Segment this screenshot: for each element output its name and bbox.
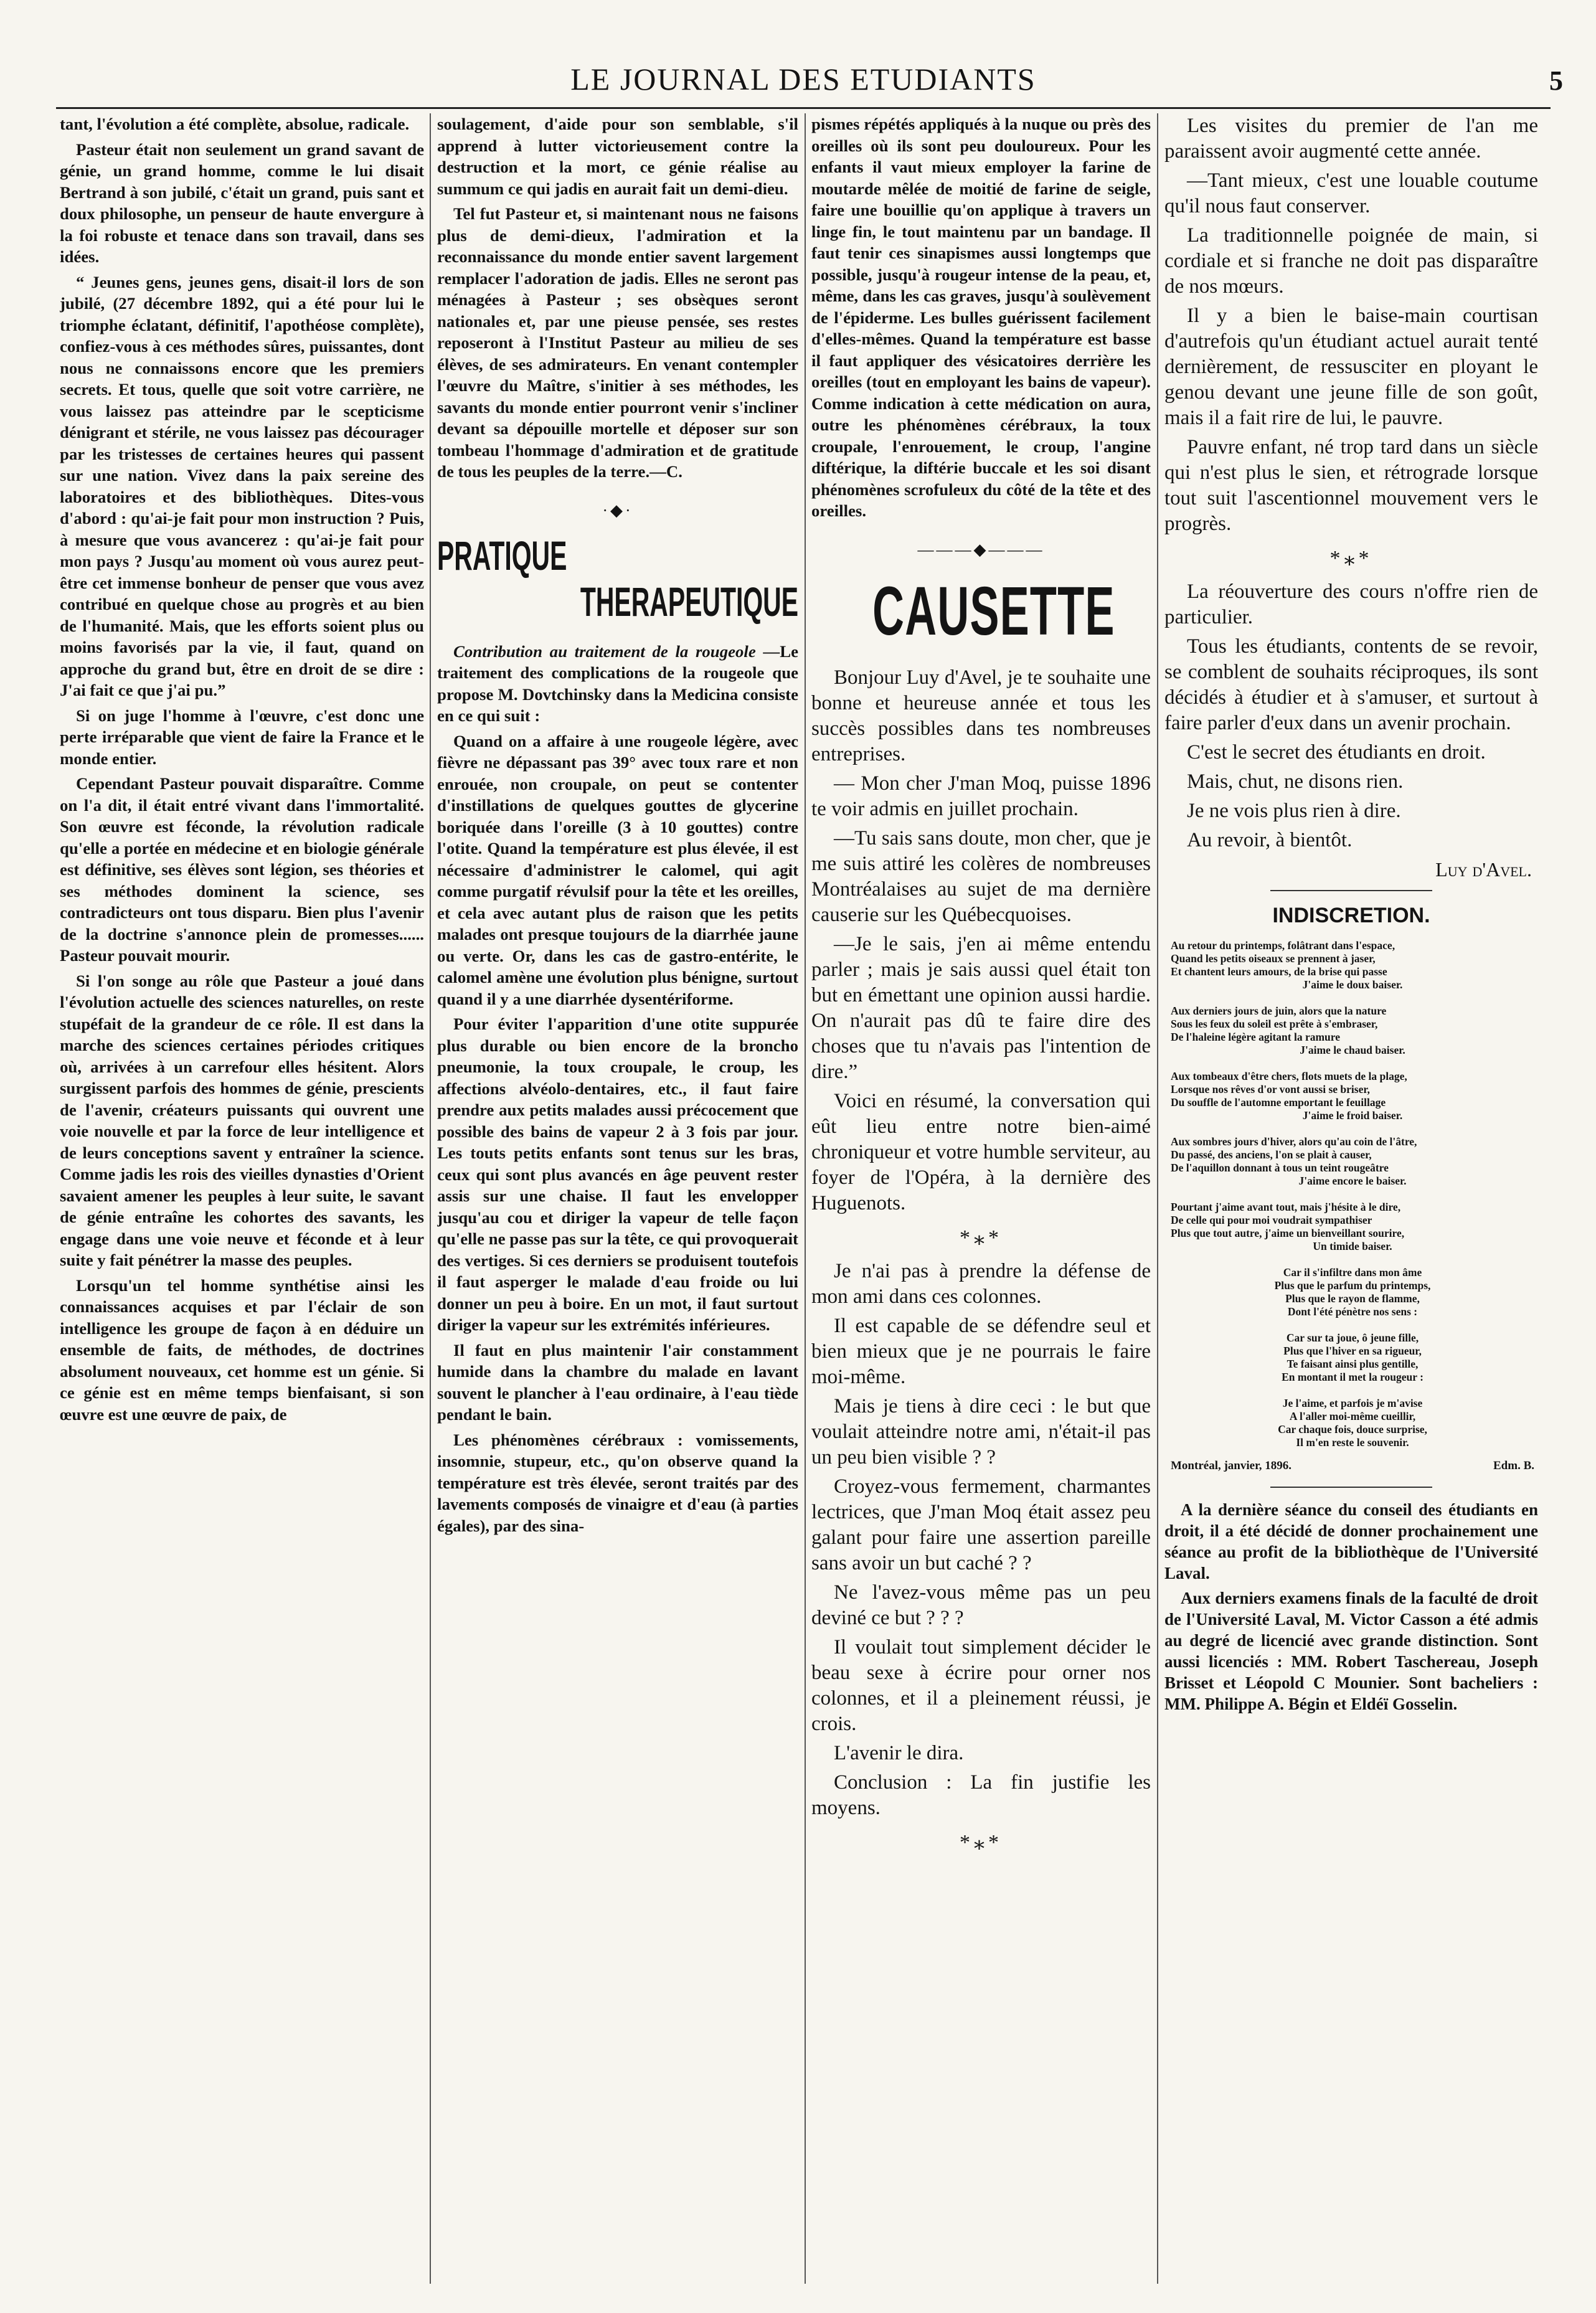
article-lead-text: —Le traitement des complications de la rougeole que propose M. Dovtchinsky dans la Medicina consiste en ce qui suit : (437, 641, 798, 725)
poem-line: Pourtant j'aime avant tout, mais j'hésite à le dire, (1171, 1201, 1401, 1213)
pasteur-article-ending (437, 113, 798, 483)
column-1 (60, 113, 424, 2287)
paragraph: Si l'on songe au rôle que Pasteur a joué dans l'évolution actuelle des sciences naturelles, on reste stupéfait de la grandeur de ce rôle. Il est dans la marche des sciences certaines périodes critiques où, arrivées à un carrefour elles hésitent. Alors surgissent parfois des hommes de génie, prescients de l'avenir, créateurs puissants qui ouvrent une voie nouvelle et par la force de leur intelligence et de leurs conceptions savent y entraîner la science. Comme jadis les rois des vieilles dynasties d'Orient savaient amener les peuples à leur suite, le savant de génie entraîne les cohortes des savants, les engage dans une voie neuve et féconde et à leur suite y fait pénétrer la masse des peuples. (60, 971, 424, 1269)
page-header (56, 61, 1563, 105)
column-3 (811, 113, 1151, 2287)
paragraph: pismes répétés appliqués à la nuque ou près des oreilles où ils sont peu douloureux. Pour les enfants il vaut mieux employer la farine de moutarde mêlée de moitié de farine de seigle, faire une bouillie qu'on applique à travers un linge fin, le tout maintenu par un bandage. Il faut tenir ces sinapismes aussi longtemps que possible, jusqu'à rougeur intense de la peau, et, même, dans les cas graves, jusqu'à soulèvement de l'épiderme. Les bulles guérissent facilement d'elles-mêmes. Quand la température est basse il faut appliquer des vésicatoires derrière les oreilles (tout en employant les bains de vapeur). Comme indication à cette médication on aura, outre les phénomènes cérébraux, la toux croupale, l'enrouement, le croup, l'angine diftérique, la diftérie buccale et les soi disant phénomènes scrofuleux du côté de la tête et des oreilles. (811, 115, 1151, 520)
paragraph: Il y a bien le baise-main courtisan d'autrefois qu'un étudiant actuel aurait tenté dernièrement, de ressusciter en ployant le genou devant une jeune fille de son goût, mais il a fait rire de lui, le pauvre. (1164, 305, 1538, 429)
paragraph: Je n'ai pas à prendre la défense de mon ami dans ces colonnes. (811, 1259, 1151, 1308)
poem-line: Aux tombeaux d'être chers, flots muets de la plage, (1171, 1070, 1407, 1082)
column-divider (430, 113, 431, 2284)
paragraph: Les visites du premier de l'an me paraissent avoir augmenté cette année. (1164, 115, 1538, 163)
poem-line: Du passé, des anciens, l'on se plait à causer, (1171, 1148, 1372, 1161)
poem-line: Au retour du printemps, folâtrant dans l'espace, (1171, 939, 1395, 952)
notices (1164, 1499, 1538, 1715)
pasteur-article-continued (60, 113, 424, 1425)
paragraph: Cependant Pasteur pouvait disparaître. Comme on l'a dit, il était entré vivant dans l'immortalité. Son œuvre est féconde, la révolution radicale qu'elle a portée en médecine et en biologie générale est définitive, ses élèves sont légion, ses théories et ses méthodes dominent la science, ses contradicteurs ont tous disparu. Bien plus l'avenir de la doctrine s'annonce plein de promesses...... Pasteur pouvait mourir. (60, 774, 424, 965)
poem-line: Te faisant ainsi plus gentille, (1287, 1358, 1419, 1370)
paragraph: L'avenir le dira. (834, 1741, 964, 1764)
section-ornament: ·◆· (602, 501, 633, 519)
poem-line (1171, 1188, 1534, 1201)
poem-line (1171, 1384, 1534, 1397)
poem-line: De l'aquillon donnant à tous un teint rougeâtre (1171, 1161, 1389, 1174)
paragraph: Pasteur était non seulement un grand savant de génie, un grand homme, comme le lui disait Bertrand à son jubilé, c'était un grand, puis sant et doux philosophe, un penseur de haute envergure à la foi robuste et tenace dans son travail, dans ses idées. (60, 140, 424, 266)
column-divider (805, 113, 806, 2284)
poem-line: Plus que l'hiver en sa rigueur, (1283, 1345, 1422, 1357)
paragraph: La traditionnelle poignée de main, si cordiale et si franche ne doit pas disparaître de nos mœurs. (1164, 224, 1538, 298)
poem-line: Car chaque fois, douce surprise, (1278, 1423, 1427, 1436)
poem-line (1171, 1253, 1534, 1266)
paragraph: Aux derniers examens finals de la faculté de droit de l'Université Laval, M. Victor Casson a été admis au degré de licencié avec grande distinction. Sont aussi licenciés : MM. Robert Taschereau, Joseph Brisset et Léopold C Mounier. Sont bacheliers : MM. Philippe A. Bégin et Eldéï Gosselin. (1164, 1589, 1538, 1713)
paragraph: Il est capable de se défendre seul et bien mieux que je ne pourrais le faire moi-même. (811, 1314, 1151, 1388)
poem-line (1171, 991, 1534, 1005)
column-4 (1164, 113, 1538, 2287)
paragraph: Lorsqu'un tel homme synthétise ainsi les connaissances acquises et par l'éclair de son intelligence les groupe de façon à en déduire un ensemble de faits, de méthodes, de doctrines absolument nouveaux, cet homme est un génie. Si ce génie est en même temps bienfaisant, si son œuvre est une œuvre de paix, de (60, 1275, 424, 1424)
header-rule (56, 107, 1551, 109)
poem-line (1171, 1057, 1534, 1070)
paragraph: Je ne vois plus rien à dire. (1187, 800, 1401, 822)
poem-footer (1171, 1459, 1534, 1473)
section-rule (1270, 890, 1432, 891)
section-stars: *⁎* (1329, 547, 1373, 570)
paragraph: A la dernière séance du conseil des étudiants en droit, il a été décidé de donner prochainement une séance au profit de la bibliothèque de l'Université Laval. (1164, 1500, 1538, 1582)
poem-line: Un timide baiser. (1313, 1240, 1392, 1252)
author-signature: Luy d'Avel. (1435, 858, 1532, 881)
paragraph: Mais je tiens à dire ceci : le but que voulait atteindre notre ami, n'était-il pas un peu bien visible ? ? (811, 1394, 1151, 1469)
paragraph: —Tant mieux, c'est une louable coutume qu'il nous faut conserver. (1164, 169, 1538, 217)
paragraph: C'est le secret des étudiants en droit. (1187, 741, 1486, 764)
poem-line: Aux sombres jours d'hiver, alors qu'au coin de l'âtre, (1171, 1135, 1417, 1148)
section-rule (1270, 1487, 1432, 1488)
poem-line: Dont l'été pénètre nos sens : (1287, 1305, 1418, 1318)
poem-line: Lorsque nos rêves d'or vont aussi se briser, (1171, 1083, 1370, 1095)
column-2 (437, 113, 798, 2287)
paragraph: Il voulait tout simplement décider le beau sexe à écrire pour orner nos colonnes, et il a pleinement réussi, je crois. (811, 1635, 1151, 1735)
poem-line: J'aime encore le baiser. (1298, 1175, 1407, 1187)
poem-line: De celle qui pour moi voudrait sympathiser (1171, 1214, 1372, 1226)
poem-line: Aux derniers jours de juin, alors que la nature (1171, 1005, 1387, 1017)
causette-title: CAUSETTE (872, 572, 1115, 650)
paragraph: Ne l'avez-vous même pas un peu deviné ce but ? ? ? (811, 1581, 1151, 1629)
paragraph: “ Jeunes gens, jeunes gens, disait-il lors de son jubilé, (27 décembre 1892, qui a été pour lui le triomphe éclatant, définitif, l'apothéose complète), confiez-vous à ces méthodes sûres, puissantes, dont nous ne connaissons encore que les premiers secrets. Et tous, quelle que soit votre carrière, ne vous laissez pas atteindre par le scepticisme dénigrant et stérile, ne vous laissez pas décourager par les tristesses de certaines heures qui passent sur une nation. Vivez dans la paix sereine des laboratoires et des bibliothèques. Dites-vous d'abord : qu'ai-je fait pour mon instruction ? Puis, à mesure que vous avancerez : qu'ai-je fait pour mon pays ? Jusqu'au moment où vous aurez peut-être cet immense bonheur de penser que vous avez contribué en quelque chose au progrès et au bien de l'humanité. Mais, que les efforts soient plus ou moins favorisés par la vie, il faut, quand on approche du grand but, être en droit de se dire : J'ai fait ce que j'ai pu.” (60, 272, 424, 699)
poem-line: Plus que tout autre, j'aime un bienveillant sourire, (1171, 1227, 1405, 1239)
paragraph: —Je le sais, j'en ai même entendu parler ; mais je sais aussi quel était ton but en émettant une opinion aussi hardie. On n'aurait pas dû te faire dire des choses que tu n'avais pas l'intention de dire.” (811, 932, 1151, 1083)
poem-line: Il m'en reste le souvenir. (1296, 1436, 1409, 1449)
paragraph: Tel fut Pasteur et, si maintenant nous ne faisons plus de demi-dieux, l'admiration et la reconnaissance du monde entier savent largement remplacer l'adoration de jadis. Elles ne seront pas ménagées à Pasteur ; ses obsèques seront nationales et, par une pieuse pensée, ses restes reposeront à l'Institut Pasteur au milieu de ses élèves, de ses admirateurs. En venant contempler l'œuvre du Maître, s'initier à ses méthodes, les savants du monde entier pourront venir s'incliner devant sa dépouille mortelle et déposer sur son tombeau l'hommage d'admiration et de gratitude de tous les peuples de la terre.—C. (437, 204, 798, 481)
paragraph: Tous les étudiants, contents de se revoir, se comblent de souhaits réciproques, ils sont décidés à étudier et à s'amuser, et surtout à faire parler d'eux dans un avenir prochain. (1164, 635, 1538, 734)
section-title-pratique: PRATIQUE (437, 532, 567, 579)
poem-line: J'aime le chaud baiser. (1300, 1044, 1405, 1056)
paragraph: Il faut en plus maintenir l'air constamment humide dans la chambre du malade en lavant souvent le plancher à l'eau ordinaire, à l'eau tiède pendant le bain. (437, 1340, 798, 1424)
paragraph: Pauvre enfant, né trop tard dans un siècle qui n'est plus le sien, et rétrograde lorsque tout suit l'ascentionnel mouvement vers le progrès. (1164, 436, 1538, 535)
therapeutique-article-ending (811, 113, 1151, 522)
section-ornament: ———◆——— (917, 540, 1045, 559)
paragraph: Pour éviter l'apparition d'une otite suppurée plus durable ou bien encore de la broncho pneumonie, la toux croupale, le croup, les affections alvéolo-dentaires, etc., il faut faire prendre aux petits malades aussi précocement que possible des bains de vapeur 2 à 3 fois par jour. Les touts petits enfants sont tenus sur les bras, ceux qui sont plus avancés en âge peuvent rester assis sur une chaise. Il faut les envelopper jusqu'au cou et diriger la vapeur de telle façon qu'elle ne passe pas sur la tête, ce qui provoquerait des vertiges. Si ces derniers se produisent toutefois il faut asperger le malade d'eau froide ou lui donner un peu à boire. En un mot, il faut surtout diriger la vapeur sur les extrémités inférieures. (437, 1015, 798, 1334)
paragraph: tant, l'évolution a été complète, absolue, radicale. (60, 115, 410, 133)
indiscretion-poem (1171, 939, 1534, 1449)
poem-line: Plus que le parfum du printemps, (1274, 1279, 1431, 1292)
poem-line: J'aime le froid baiser. (1302, 1109, 1403, 1122)
paragraph: Au revoir, à bientôt. (1187, 829, 1353, 851)
paragraph: soulagement, d'aide pour son semblable, s'il apprend à lutter victorieusement contre la destruction et la mort, ce génie réalise au summum ce qui jadis en aurait fait un demi-dieu. (437, 115, 798, 198)
poem-line: En montant il met la rougeur : (1282, 1371, 1424, 1383)
poem-line: A l'aller moi-même cueillir, (1289, 1410, 1416, 1422)
page-number: 5 (1549, 65, 1563, 96)
paragraph: Mais, chut, ne disons rien. (1187, 770, 1404, 793)
poem-line: Du souffle de l'automne emportant le feuillage (1171, 1096, 1386, 1109)
paragraph: Les phénomènes cérébraux : vomissements, insomnie, stupeur, etc., qu'on observe quand la température est très élevée, seront traités par des lavements composés de vinaigre et d'eau (à parties égales), par des sina- (437, 1430, 798, 1535)
poem-line: Quand les petits oiseaux se prennent à jaser, (1171, 952, 1376, 965)
masthead: LE JOURNAL DES ETUDIANTS (570, 62, 1036, 97)
paragraph: Conclusion : La fin justifie les moyens. (811, 1771, 1151, 1819)
column-divider (1157, 113, 1158, 2284)
causette-article (811, 665, 1151, 1855)
paragraph: Voici en résumé, la conversation qui eût lieu entre notre bien-aimé chroniqueur et votre humble serviteur, au foyer de l'Opéra, à la dernière des Huguenots. (811, 1089, 1151, 1214)
paragraph: Croyez-vous fermement, charmantes lectrices, que J'man Moq était assez peu galant pour faire une assertion pareille sans avoir un but caché ? ? (811, 1475, 1151, 1574)
chronicle-article (1164, 113, 1538, 881)
therapeutique-article (437, 641, 798, 1537)
poem-line: J'aime le doux baiser. (1302, 978, 1403, 991)
section-stars: *⁎* (960, 1226, 1003, 1249)
poem-line: Sous les feux du soleil est prête à s'embraser, (1171, 1018, 1378, 1030)
poem-dateline: Montréal, janvier, 1896. (1171, 1459, 1292, 1472)
paragraph: Bonjour Luy d'Avel, je te souhaite une bonne et heureuse année et tous les succès possibles dans tes nombreuses entreprises. (811, 666, 1151, 765)
poem-line: De l'haleine légère agitant la ramure (1171, 1031, 1341, 1043)
poem-line (1171, 1122, 1534, 1135)
paragraph: —Tu sais sans doute, mon cher, que je me suis attiré les colères de nombreuses Montréalaises au sujet de ma dernière causerie sur les Québecquoises. (811, 826, 1151, 926)
indiscretion-title: INDISCRETION. (1272, 904, 1430, 927)
article-subhead: Contribution au traitement de la rougeole (453, 641, 756, 661)
section-stars: *⁎* (960, 1830, 1003, 1854)
paragraph: Si on juge l'homme à l'œuvre, c'est donc une perte irréparable que vient de faire la France et le monde entier. (60, 706, 424, 768)
paragraph: La réouverture des cours n'offre rien de particulier. (1164, 580, 1538, 628)
section-title-therapeutique: THERAPEUTIQUE (580, 578, 798, 625)
poem-line: Et chantent leurs amours, de la brise qui passe (1171, 965, 1387, 978)
paragraph: Quand on a affaire à une rougeole légère, avec fièvre ne dépassant pas 39° avec toux rare et non enrouée, non croupale, on peut se contenter d'instillations de quelques gouttes de glycerine boriquée dans l'oreille (3 à 10 gouttes) contre l'otite. Quand la température est plus élevée, il est nécessaire d'administrer le calomel, qui agit comme purgatif révulsif pour la tête et les oreilles, et cela avec autant plus de raison que les petits malades ont presque toujours de la diarrhée jaune ou verte. Or, dans les cas de gastro-entérite, le calomel amène une évolution plus bénigne, surtout quand il y a une diarrhée dysentériforme. (437, 731, 798, 1008)
paragraph: — Mon cher J'man Moq, puisse 1896 te voir admis en juillet prochain. (811, 772, 1151, 820)
poem-signature: Edm. B. (1493, 1459, 1534, 1472)
poem-line: Car sur ta joue, ô jeune fille, (1286, 1332, 1419, 1344)
poem-line: Plus que le rayon de flamme, (1285, 1292, 1420, 1305)
poem-line (1171, 1318, 1534, 1332)
poem-line: Car il s'infiltre dans mon âme (1283, 1266, 1422, 1279)
poem-line: Je l'aime, et parfois je m'avise (1282, 1397, 1423, 1409)
